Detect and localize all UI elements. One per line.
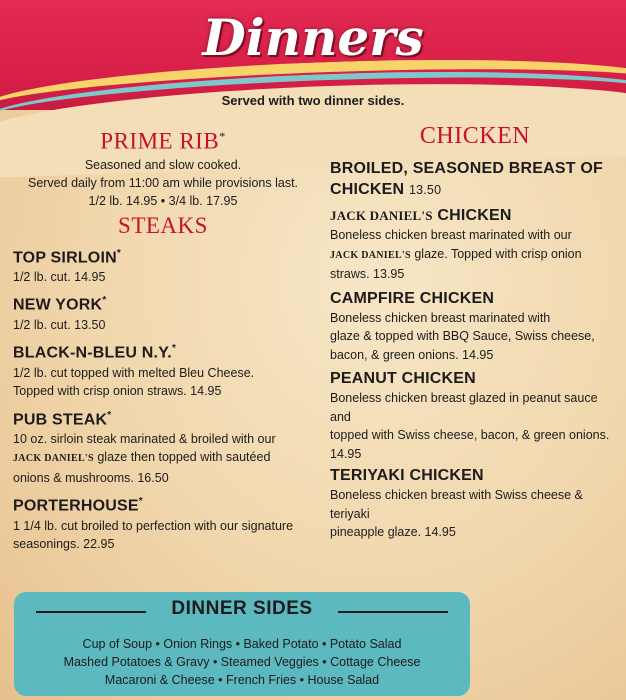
- menu-item: [13, 243, 313, 287]
- item-name: PUB STEAK*: [13, 409, 112, 428]
- jack-daniels-brand: JACK DANIEL'S: [330, 208, 433, 223]
- item-description: 1/2 lb. cut topped with melted Bleu Cheese.: [13, 365, 255, 380]
- item-description: topped with Swiss cheese, bacon, & green onions. 14.95: [330, 428, 610, 461]
- item-description: 10 oz. sirloin steak marinated & broiled with our: [13, 431, 276, 446]
- item-name: TERIYAKI CHICKEN: [330, 467, 484, 484]
- prime-rib-heading: PRIME RIB*: [100, 128, 226, 154]
- item-description: bacon, & green onions. 14.95: [330, 347, 494, 362]
- menu-item: [330, 205, 620, 284]
- item-description: Topped with crisp onion straws. 14.95: [13, 384, 222, 399]
- menu-item: [13, 338, 313, 400]
- item-description: 1/2 lb. cut. 13.50: [13, 317, 106, 332]
- dinner-sides-heading: DINNER SIDES: [171, 598, 313, 619]
- dinner-sides-box: [14, 592, 470, 696]
- prime-rib-description: Seasoned and slow cooked. Served daily from 11:00 am while provisions last. 1/2 lb. 14.95 • 3/4 lb. 17.95: [27, 157, 299, 208]
- item-name: PORTERHOUSE*: [13, 496, 143, 515]
- chicken-heading: CHICKEN: [419, 123, 531, 149]
- item-description: 1 1/4 lb. cut broiled to perfection with our signature: [13, 518, 294, 533]
- item-description: glaze & topped with BBQ Sauce, Swiss cheese,: [330, 329, 595, 343]
- item-name: PEANUT CHICKEN: [330, 370, 476, 387]
- item-name: BLACK-N-BLEU N.Y.*: [13, 343, 177, 362]
- page-subtitle: Served with two dinner sides.: [221, 93, 405, 108]
- menu-item: [13, 491, 313, 553]
- item-description: pineapple glaze. 14.95: [330, 525, 456, 539]
- item-description: onions & mushrooms. 16.50: [13, 470, 169, 485]
- item-name: NEW YORK*: [13, 295, 107, 314]
- jack-daniels-brand: JACK DANIEL'S: [13, 453, 94, 465]
- menu-item: [13, 290, 313, 334]
- left-column: [13, 122, 313, 554]
- item-name: CHICKEN 13.50: [330, 181, 442, 198]
- menu-item: [330, 368, 620, 463]
- sides-list-line: Cup of Soup • Onion Rings • Baked Potato • Potato Salad: [82, 637, 402, 651]
- sides-list-line: Macaroni & Cheese • French Fries • House Salad: [104, 673, 380, 687]
- menu-item: [330, 158, 620, 201]
- menu-item: [13, 405, 313, 488]
- item-name: BROILED, SEASONED BREAST OF: [330, 160, 603, 177]
- item-description: Boneless chicken breast marinated with our: [330, 228, 572, 242]
- page-title: Dinners: [202, 8, 424, 67]
- item-description: JACK DANIEL'S glaze. Topped with crisp onion straws. 13.95: [330, 246, 582, 281]
- item-name: TOP SIRLOIN*: [13, 247, 121, 266]
- steaks-heading: STEAKS: [118, 212, 208, 238]
- item-name: JACK DANIEL'S CHICKEN: [330, 207, 512, 224]
- jack-daniels-brand: JACK DANIEL'S: [330, 249, 411, 261]
- item-description: Boneless chicken breast marinated with: [330, 310, 551, 325]
- item-name: CAMPFIRE CHICKEN: [330, 289, 495, 307]
- sides-list-line: Mashed Potatoes & Gravy • Steamed Veggies • Cottage Cheese: [63, 655, 421, 669]
- item-description: Boneless chicken breast glazed in peanut sauce and: [330, 391, 598, 424]
- item-description: 1/2 lb. cut. 14.95: [13, 269, 106, 284]
- right-column: [330, 122, 620, 542]
- menu-item: [330, 465, 620, 542]
- item-description: Boneless chicken breast with Swiss cheese & teriyaki: [330, 488, 583, 521]
- item-description: seasonings. 22.95: [13, 537, 115, 552]
- menu-item: [330, 288, 620, 365]
- item-description: JACK DANIEL'S glaze then topped with sautéed: [13, 450, 271, 465]
